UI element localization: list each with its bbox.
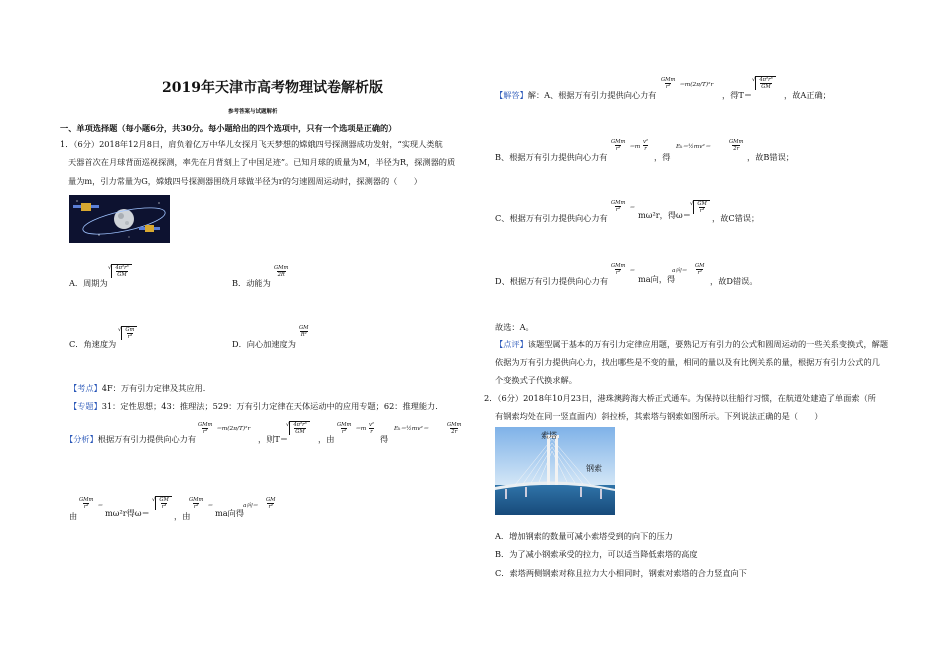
jieda-line-a: 【解答】解：A、根据万有引力提供向心力有	[495, 90, 657, 100]
jieda-line-b: B、根据万有引力提供向心力有	[495, 152, 608, 162]
jieda-b-de: ，得	[654, 152, 671, 162]
fenxi-eq-1: ＝	[97, 503, 103, 509]
fenxi-you2: 由	[69, 511, 78, 521]
fenxi-a-xiang: a向＝	[243, 503, 259, 509]
jieda-d-formula-2: $\frac{GM}{\text{r²}}$	[695, 263, 705, 276]
q2-option-a: A．增加钢索的数量可减小索塔受到的向下的压力	[495, 531, 673, 541]
jieda-t: ，得T＝	[722, 90, 753, 100]
q2-stem-line2: 有钢索均处在同一竖直面内）斜拉桥，其索塔与钢索如图所示。下列说法正确的是（ ）	[495, 411, 823, 421]
jieda-b-formula-4: Eₖ＝½mv²＝	[676, 144, 711, 150]
fenxi-formula-12: $\frac{GM}{\text{r²}}$	[266, 497, 276, 510]
kaodian-tag: 【考点】	[69, 383, 102, 393]
fenxi-formula-11: GMm r²	[189, 497, 204, 510]
label-cable: 钢索	[586, 464, 602, 473]
section-heading: 一、单项选择题（每小题6分，共30分。每小题给出的四个选项中，只有一个选项是正确的）	[60, 123, 397, 133]
fenxi-formula-1: GMm r²	[198, 422, 213, 435]
document-subtitle: 参考答案与试题解析	[228, 109, 278, 115]
jieda-b-formula-1: GMm r²	[611, 139, 626, 152]
jieda-c-eq: ＝	[629, 205, 635, 211]
jieda-d-eq: ＝	[629, 268, 635, 274]
q1-option-c: C．角速度为	[69, 339, 117, 349]
dianping-line3: 个变换式子代换求解。	[495, 375, 577, 385]
fenxi-formula-3: √ $\frac{\text{4π²r³}}{GM}$	[286, 421, 310, 435]
jieda-b-end: ，故B错误；	[747, 152, 794, 162]
fenxi-formula-6: $\frac{\text{v²}}{r}$	[369, 422, 375, 435]
q1-option-b: B．动能为	[232, 278, 271, 288]
fenxi-formula-9: GMm r²	[79, 497, 94, 510]
jieda-d-mid: ma向，得	[638, 274, 676, 284]
document-title: 2019年天津市高考物理试卷解析版	[162, 80, 383, 96]
q1-option-d: D．向心加速度为	[232, 339, 296, 349]
fenxi-you: ，由	[318, 434, 335, 444]
jieda-formula-2: ＝m(2π/T)²r	[679, 82, 714, 88]
jieda-c-mid: mω²r，得ω＝	[638, 210, 691, 220]
dianping-line2: 依据为万有引力提供向心力，找出哪些是不变的量，相同的量以及有比例关系的量，根据万有引力公式的几	[495, 357, 880, 367]
label-tower: 索塔	[541, 431, 557, 440]
kaodian-line: 【考点】4F：万有引力定律及其应用．	[69, 383, 211, 393]
fenxi-formula-5: ＝m	[355, 426, 367, 432]
fenxi-formula-7: Eₖ＝½mv²＝	[394, 426, 429, 432]
jieda-d-end: ，故D错误。	[710, 276, 758, 286]
jieda-d-a-xiang: a向＝	[672, 268, 688, 274]
jieda-b-formula-3: $\frac{\text{v²}}{r}$	[643, 139, 649, 152]
jieda-tag: 【解答】	[495, 90, 528, 100]
q1-option-c-formula: √ $\frac{Gm}{\text{r³}}$	[118, 326, 137, 340]
jieda-c-end: ，故C错误；	[712, 213, 760, 223]
fenxi-de: 得	[380, 434, 389, 444]
q1-stem-line2: 天器首次在月球背面巡视探测，率先在月背刻上了中国足迹”。已知月球的质量为M，半径为R，探测器的质	[68, 157, 456, 167]
moon-probe-illustration	[69, 195, 170, 243]
dianping-tag: 【点评】	[495, 339, 528, 349]
jieda-c-formula-2: √ $\frac{GM}{\text{r³}}$	[690, 200, 710, 214]
q2-option-c: C．索塔两侧钢索对称且拉力大小相同时，钢索对索塔的合力竖直向下	[495, 568, 747, 578]
q1-stem-line1: 1．（6分）2018年12月8日，肩负着亿万中华儿女探月飞天梦想的嫦娥四号探测器成功发射，“实现人类航	[60, 139, 443, 149]
fenxi-formula-8: GMm 2r	[447, 422, 462, 435]
fenxi-formula-4: GMm r²	[337, 422, 352, 435]
zhuanti-tag: 【专题】	[69, 401, 102, 411]
q1-option-d-formula: $\frac{GM}{\text{R²}}$	[299, 325, 309, 338]
q2-option-b: B．为了减小钢索承受的拉力，可以适当降低索塔的高度	[495, 549, 698, 559]
jieda-line-c: C、根据万有引力提供向心力有	[495, 213, 608, 223]
jieda-b-formula-2: ＝m	[629, 144, 641, 150]
fenxi-ma: ma向得	[215, 508, 245, 518]
jieda-c-formula-1: GMm r²	[611, 200, 626, 213]
q1-option-a: A．周期为	[69, 278, 108, 288]
q1-option-a-formula: √ $\frac{\text{4π²r³}}{GM}$	[108, 264, 132, 278]
dianping-line1: 【点评】该题型属于基本的万有引力定律应用题，要熟记万有引力的公式和圆周运动的一些关系变换式，解题	[495, 339, 889, 349]
q2-stem-line1: 2．（6分）2018年10月23日，港珠澳跨海大桥正式通车。为保持以往船行习惯，在航道处建造了单面索（所	[484, 393, 876, 403]
q1-stem-line3: 量为m，引力常量为G，嫦娥四号探测器围绕月球做半径为r的匀速圆周运动时，探测器的（ ）	[68, 176, 422, 186]
fenxi-formula-2: ＝m(2π/T)²r	[216, 426, 251, 432]
fenxi-tag: 【分析】	[65, 434, 98, 444]
fenxi-you3: ，由	[174, 511, 191, 521]
answer-line: 故选：A。	[495, 322, 534, 332]
jieda-b-formula-5: GMm 2r	[729, 139, 744, 152]
fenxi-omega: mω²r得ω＝	[105, 508, 150, 518]
jieda-formula-1: GMm r²	[661, 77, 676, 90]
q1-option-b-formula: GMm 2R	[274, 265, 289, 278]
jieda-d-formula-1: GMm r²	[611, 263, 626, 276]
fenxi-eq-2: ＝	[207, 503, 213, 509]
fenxi-ze-t: ，则T＝	[258, 434, 289, 444]
fenxi-line1: 【分析】根据万有引力提供向心力有	[65, 434, 197, 444]
jieda-line-d: D、根据万有引力提供向心力有	[495, 276, 609, 286]
jieda-formula-3: √ $\frac{\text{4π²r³}}{GM}$	[752, 76, 776, 90]
jieda-a-end: ，故A正确；	[784, 90, 831, 100]
fenxi-formula-10: √ $\frac{GM}{\text{r³}}$	[152, 496, 172, 510]
zhuanti-line: 【专题】31：定性思想；43：推理法；529：万有引力定律在天体运动中的应用专题；62：推理能力．	[69, 401, 444, 411]
chang-e-probe-image	[69, 195, 170, 243]
